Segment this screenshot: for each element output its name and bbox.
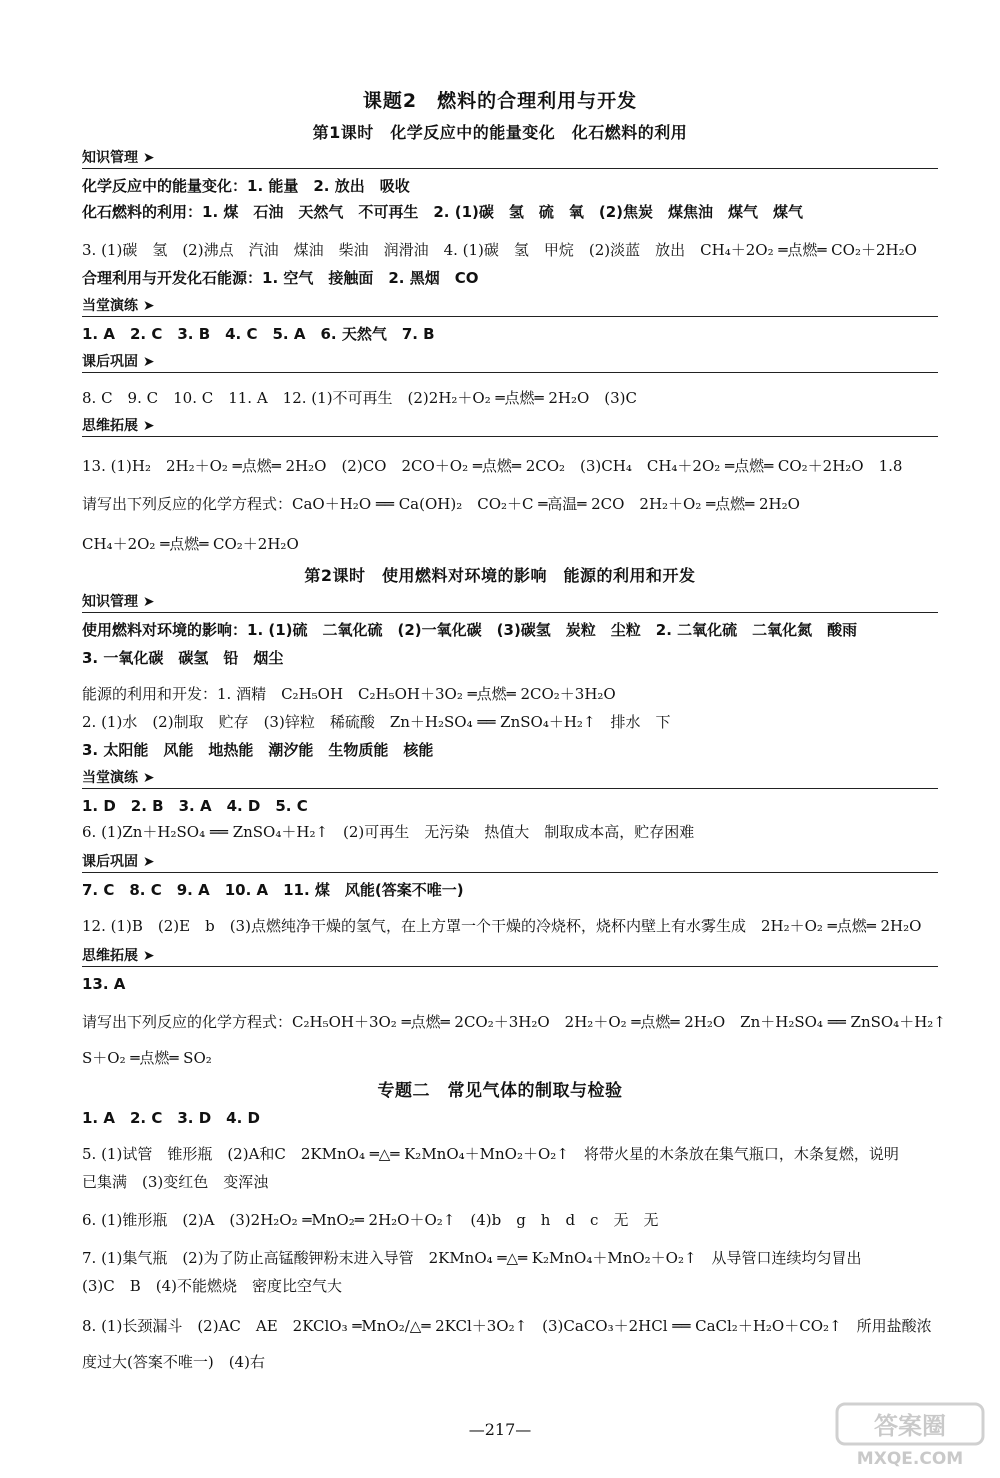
section-review-1: 课后巩固 ➤ — [82, 348, 938, 373]
answer-line: 能源的利用和开发：1. 酒精 C₂H₅OH C₂H₅OH＋3O₂ ═点燃═ 2CO₂＋3H₂O — [82, 685, 616, 703]
answer-line: 已集满 (3)变红色 变浑浊 — [82, 1173, 269, 1191]
answer-line: 1. A 2. C 3. B 4. C 5. A 6. 天然气 7. B — [82, 325, 435, 343]
answer-line: 请写出下列反应的化学方程式：CaO＋H₂O ══ Ca(OH)₂ CO₂＋C ═高温═ 2CO 2H₂＋O₂ ═点燃═ 2H₂O — [82, 495, 800, 513]
answer-line: 7. C 8. C 9. A 10. A 11. 煤 风能(答案不唯一) — [82, 881, 464, 899]
answer-line: 度过大(答案不唯一) (4)右 — [82, 1353, 265, 1371]
answer-line: 1. A 2. C 3. D 4. D — [82, 1109, 260, 1127]
section-extension-1: 思维拓展 ➤ — [82, 412, 938, 437]
lesson2-title: 第2课时 使用燃料对环境的影响 能源的利用和开发 — [304, 566, 696, 585]
answer-line: 化石燃料的利用：1. 煤 石油 天然气 不可再生 2. (1)碳 氢 硫 氧 (2)焦炭 煤焦油 煤气 煤气 — [82, 203, 804, 221]
answer-line: 7. (1)集气瓶 (2)为了防止高锰酸钾粉末进入导管 2KMnO₄ ═△═ K₂MnO₄＋MnO₂＋O₂↑ 从导管口连续均匀冒出 — [82, 1249, 862, 1267]
section-knowledge-2: 知识管理 ➤ — [82, 588, 938, 613]
answer-line: 5. (1)试管 锥形瓶 (2)A和C 2KMnO₄ ═△═ K₂MnO₄＋MnO₂＋O₂↑ 将带火星的木条放在集气瓶口，木条复燃，说明 — [82, 1145, 899, 1163]
answer-line: 2. (1)水 (2)制取 贮存 (3)锌粒 稀硫酸 Zn＋H₂SO₄ ══ ZnSO₄＋H₂↑ 排水 下 — [82, 713, 671, 731]
answer-line: S＋O₂ ═点燃═ SO₂ — [82, 1049, 212, 1067]
svg-text:MXQE.COM: MXQE.COM — [856, 1449, 964, 1469]
answer-line: 3. 太阳能 风能 地热能 潮汐能 生物质能 核能 — [82, 741, 434, 759]
answer-line: 使用燃料对环境的影响：1. (1)硫 二氧化硫 (2)一氧化碳 (3)碳氢 炭粒 尘粒 2. 二氧化硫 二氧化氮 酸雨 — [82, 621, 858, 639]
chapter-title: 课题2 燃料的合理利用与开发 — [362, 90, 638, 112]
answer-line: 化学反应中的能量变化：1. 能量 2. 放出 吸收 — [82, 177, 410, 195]
answer-line: 8. (1)长颈漏斗 (2)AC AE 2KClO₃ ═MnO₂/△═ 2KCl＋3O₂↑ (3)CaCO₃＋2HCl ══ CaCl₂＋H₂O＋CO₂↑ 所用盐酸浓 — [82, 1317, 932, 1335]
watermark-logo — [835, 1400, 985, 1470]
answer-line: 3. 一氧化碳 碳氢 铅 烟尘 — [82, 649, 284, 667]
section-extension-2: 思维拓展 ➤ — [82, 942, 938, 967]
answer-line: 13. (1)H₂ 2H₂＋O₂ ═点燃═ 2H₂O (2)CO 2CO＋O₂ ═点燃═ 2CO₂ (3)CH₄ CH₄＋2O₂ ═点燃═ CO₂＋2H₂O 1.8 — [82, 457, 903, 475]
answer-line: 1. D 2. B 3. A 4. D 5. C — [82, 797, 308, 815]
section-practice-2: 当堂演练 ➤ — [82, 764, 938, 789]
answer-line: 合理利用与开发化石能源：1. 空气 接触面 2. 黑烟 CO — [82, 269, 479, 287]
answer-line: (3)C B (4)不能燃烧 密度比空气大 — [82, 1277, 342, 1295]
answer-line: 13. A — [82, 975, 126, 993]
section-practice-1: 当堂演练 ➤ — [82, 292, 938, 317]
section-review-2: 课后巩固 ➤ — [82, 848, 938, 873]
answer-line: CH₄＋2O₂ ═点燃═ CO₂＋2H₂O — [82, 535, 299, 553]
answer-line: 3. (1)碳 氢 (2)沸点 汽油 煤油 柴油 润滑油 4. (1)碳 氢 甲烷 (2)淡蓝 放出 CH₄＋2O₂ ═点燃═ CO₂＋2H₂O — [82, 241, 917, 259]
lesson1-title: 第1课时 化学反应中的能量变化 化石燃料的利用 — [312, 123, 688, 142]
answer-line: 6. (1)锥形瓶 (2)A (3)2H₂O₂ ═MnO₂═ 2H₂O＋O₂↑ (4)b g h d c 无 无 — [82, 1211, 659, 1229]
page-number: —217— — [468, 1420, 532, 1439]
svg-text:答案圈: 答案圈 — [874, 1412, 946, 1440]
answer-line: 6. (1)Zn＋H₂SO₄ ══ ZnSO₄＋H₂↑ (2)可再生 无污染 热值大 制取成本高，贮存困难 — [82, 823, 695, 841]
answer-line: 请写出下列反应的化学方程式：C₂H₅OH＋3O₂ ═点燃═ 2CO₂＋3H₂O 2H₂＋O₂ ═点燃═ 2H₂O Zn＋H₂SO₄ ══ ZnSO₄＋H₂↑ — [82, 1013, 946, 1031]
section-knowledge-1: 知识管理 ➤ — [82, 144, 938, 169]
answer-line: 8. C 9. C 10. C 11. A 12. (1)不可再生 (2)2H₂＋O₂ ═点燃═ 2H₂O (3)C — [82, 389, 637, 407]
answer-line: 12. (1)B (2)E b (3)点燃纯净干燥的氢气，在上方罩一个干燥的冷烧杯，烧杯内壁上有水雾生成 2H₂＋O₂ ═点燃═ 2H₂O — [82, 917, 922, 935]
topic2-title: 专题二 常见气体的制取与检验 — [377, 1081, 623, 1101]
